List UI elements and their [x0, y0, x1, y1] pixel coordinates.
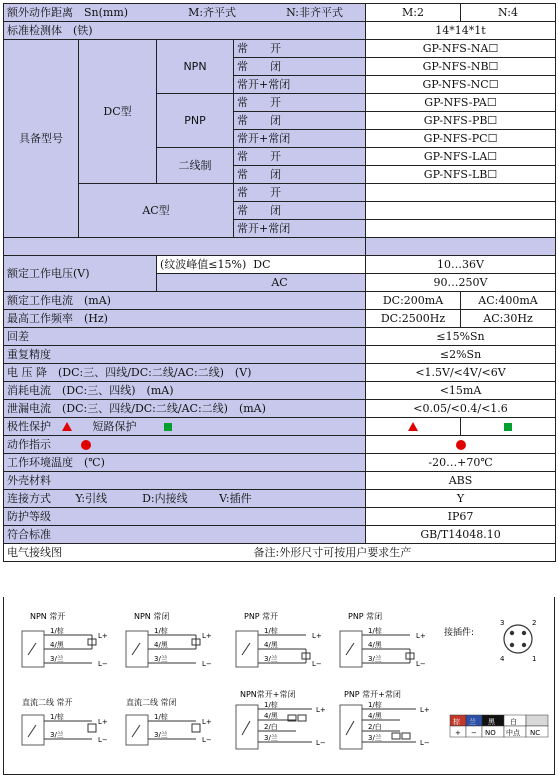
wire-label: 1/棕: [368, 627, 382, 635]
flush-type: M:齐平式: [188, 5, 237, 19]
wire-label: 2/白: [368, 723, 382, 731]
model-code: GP-NFS-PA☐: [366, 94, 556, 112]
lplus-label: L+: [202, 632, 212, 640]
pnp-open: 常 开: [234, 94, 366, 112]
diagram-title: PNP 常开: [244, 612, 279, 621]
wire-label: 3/兰: [264, 734, 278, 742]
freq-label: 最高工作频率 (Hz): [4, 310, 366, 328]
freq-dc: DC:2500Hz: [366, 310, 461, 328]
npn-open: 常 开: [234, 40, 366, 58]
lminus-label: L−: [202, 660, 212, 668]
std-label: 符合标准: [4, 526, 366, 544]
wire-label: 4/黑: [50, 641, 64, 649]
legend-color: 兰: [469, 718, 476, 726]
wire-label: 1/棕: [154, 627, 168, 635]
wire-label: 3/兰: [50, 731, 64, 739]
wire-label: 3/兰: [50, 655, 64, 663]
triangle-icon: [408, 422, 418, 431]
wiring-note: 备注:外形尺寸可按用户要求生产: [253, 545, 412, 559]
diagram-dc2-no: [22, 697, 108, 745]
temp-label: 工作环境温度 (℃): [4, 454, 366, 472]
pin-label: 4: [500, 655, 505, 663]
hyst-value: ≤15%Sn: [366, 328, 556, 346]
wire-label: 3/兰: [154, 731, 168, 739]
conn-label: 连接方式: [7, 491, 51, 505]
lplus-label: L+: [98, 632, 108, 640]
diagram-title: 直流二线 常开: [22, 698, 73, 707]
shell-value: ABS: [366, 472, 556, 490]
ip-value: IP67: [366, 508, 556, 526]
leak-label: 泄漏电流 (DC:三、四线/DC:二线/AC:二线) (mA): [4, 400, 366, 418]
diagram-title: NPN常开+常闭: [240, 690, 296, 699]
current-label: 额定工作电流 (mA): [4, 292, 366, 310]
voltage-dc: DC: [253, 257, 271, 271]
conn-d: D:内接线: [142, 491, 188, 505]
model-code: GP-NFS-LB☐: [366, 166, 556, 184]
square-icon: [164, 423, 172, 431]
diagram-title: PNP 常闭: [348, 612, 383, 621]
spacer-row: [4, 238, 556, 256]
wire-label: 4/黑: [154, 641, 168, 649]
wiring-label: 电气接线图: [7, 545, 62, 559]
leak-value: <0.05/<0.4/<1.6: [366, 400, 556, 418]
legend-color: 棕: [453, 718, 460, 726]
lplus-label: L+: [420, 706, 430, 714]
voltage-ac: AC: [157, 274, 366, 292]
wire-label: 1/棕: [154, 713, 168, 721]
pin-label: 3: [500, 619, 505, 627]
wire-label: 2/白: [264, 723, 278, 731]
model-code: GP-NFS-NC☐: [366, 76, 556, 94]
model-code: GP-NFS-LA☐: [366, 148, 556, 166]
lplus-label: L+: [98, 718, 108, 726]
npn-close: 常 闭: [234, 58, 366, 76]
connector: [444, 619, 536, 663]
target-value: 14*14*1t: [366, 22, 556, 40]
diagram-npn-both: [236, 689, 326, 749]
freq-ac: AC:30Hz: [461, 310, 556, 328]
pnp-both: 常开+常闭: [234, 130, 366, 148]
diagram-pnp-both: [340, 689, 430, 749]
wire-label: 3/兰: [264, 655, 278, 663]
distance-label: 额外动作距离 Sn(mm): [7, 5, 129, 19]
lminus-label: L−: [202, 736, 212, 744]
row-distance: [4, 4, 556, 22]
vdrop-value: <1.5V/<4V/<6V: [366, 364, 556, 382]
repeat-label: 重复精度: [4, 346, 366, 364]
diagram-npn-no: [22, 611, 108, 668]
pnp-close: 常 闭: [234, 112, 366, 130]
npn-label: NPN: [157, 40, 234, 94]
hyst-label: 回差: [4, 328, 366, 346]
wire-label: 4/黑: [264, 641, 278, 649]
wiring-svg: [4, 597, 554, 773]
current-dc: DC:200mA: [366, 292, 461, 310]
consume-label: 消耗电流 (DC:三、四线) (mA): [4, 382, 366, 400]
lplus-label: L+: [202, 718, 212, 726]
diagram-title: NPN 常开: [30, 612, 66, 621]
voltage-dc-value: 10…36V: [366, 256, 556, 274]
wire-label: 4/黑: [264, 712, 278, 720]
wiring-diagrams: [3, 597, 555, 775]
npn-both: 常开+常闭: [234, 76, 366, 94]
legend-color: 白: [510, 718, 517, 726]
repeat-value: ≤2%Sn: [366, 346, 556, 364]
polarity-label: 极性保护: [7, 419, 51, 433]
color-legend: [450, 715, 548, 737]
connector-label: 接插件:: [444, 628, 475, 638]
lminus-label: L−: [98, 736, 108, 744]
dc-type: DC型: [79, 40, 157, 184]
wire-label: 1/棕: [264, 701, 278, 709]
wire-label: 4/黑: [368, 641, 382, 649]
pnp-label: PNP: [157, 94, 234, 148]
lplus-label: L+: [312, 632, 322, 640]
temp-value: -20…+70℃: [366, 454, 556, 472]
lminus-label: L−: [312, 660, 322, 668]
m-value: M:2: [366, 4, 461, 22]
voltage-ac-value: 90…250V: [366, 274, 556, 292]
spec-table: [3, 3, 556, 562]
indicator-dot-icon: [81, 440, 91, 450]
wire-label: 3/兰: [154, 655, 168, 663]
consume-value: <15mA: [366, 382, 556, 400]
legend-val: 中点: [506, 729, 520, 737]
legend-color: 黑: [488, 718, 495, 726]
wire-label: 1/棕: [264, 627, 278, 635]
target-label: 标准检测体 (铁): [4, 22, 366, 40]
current-ac: AC:400mA: [461, 292, 556, 310]
diagram-npn-nc: [126, 611, 212, 668]
ac-close: 常 闭: [234, 202, 366, 220]
pin-label: 1: [532, 655, 537, 663]
legend-val: NO: [485, 729, 496, 737]
diagram-title: PNP 常开+常闭: [344, 690, 401, 699]
legend-val: −: [471, 729, 477, 737]
wire-label: 4/黑: [368, 712, 382, 720]
wire-label: 3/兰: [368, 734, 382, 742]
indicator-label: 动作指示: [7, 437, 51, 451]
wire-label: 1/棕: [368, 701, 382, 709]
model-code: GP-NFS-PB☐: [366, 112, 556, 130]
legend-val: NC: [530, 729, 541, 737]
ac-type: AC型: [79, 184, 234, 238]
shell-label: 外壳材料: [4, 472, 366, 490]
ac-both: 常开+常闭: [234, 220, 366, 238]
two-wire-label: 二线制: [157, 148, 234, 184]
conn-v: V:插件: [219, 491, 252, 505]
wire-label: 3/兰: [368, 655, 382, 663]
row-target: [4, 22, 556, 40]
models-label: 具备型号: [4, 40, 79, 238]
two-close: 常 闭: [234, 166, 366, 184]
diagram-pnp-nc: [340, 611, 426, 668]
diagram-title: 直流二线 常闭: [126, 698, 177, 707]
triangle-icon: [62, 422, 72, 431]
lplus-label: L+: [316, 706, 326, 714]
diagram-pnp-no: [236, 611, 322, 668]
diagram-title: NPN 常闭: [134, 612, 170, 621]
ac-open: 常 开: [234, 184, 366, 202]
model-code: GP-NFS-NB☐: [366, 58, 556, 76]
diagram-dc2-nc: [126, 697, 212, 745]
model-code: GP-NFS-PC☐: [366, 130, 556, 148]
wire-label: 1/棕: [50, 713, 64, 721]
wire-label: 1/棕: [50, 627, 64, 635]
indicator-dot-icon: [456, 440, 466, 450]
conn-y: Y:引线: [75, 491, 108, 505]
voltage-label: 额定工作电压(V): [4, 256, 157, 292]
pin-label: 2: [532, 619, 537, 627]
square-icon: [504, 423, 512, 431]
vdrop-label: 电 压 降 (DC:三、四线/DC:二线/AC:二线) (V): [4, 364, 366, 382]
model-code: GP-NFS-NA☐: [366, 40, 556, 58]
lminus-label: L−: [98, 660, 108, 668]
lminus-label: L−: [316, 739, 326, 747]
std-value: GB/T14048.10: [366, 526, 556, 544]
two-open: 常 开: [234, 148, 366, 166]
lminus-label: L−: [416, 660, 426, 668]
n-value: N:4: [461, 4, 556, 22]
short-label: 短路保护: [92, 419, 137, 433]
conn-value: Y: [366, 490, 556, 508]
lminus-label: L−: [420, 739, 430, 747]
ripple-note: (纹波峰值≤15%): [160, 257, 247, 271]
ip-label: 防护等级: [4, 508, 366, 526]
lplus-label: L+: [416, 632, 426, 640]
nonflush-type: N:非齐平式: [286, 5, 344, 19]
legend-val: +: [455, 729, 461, 737]
